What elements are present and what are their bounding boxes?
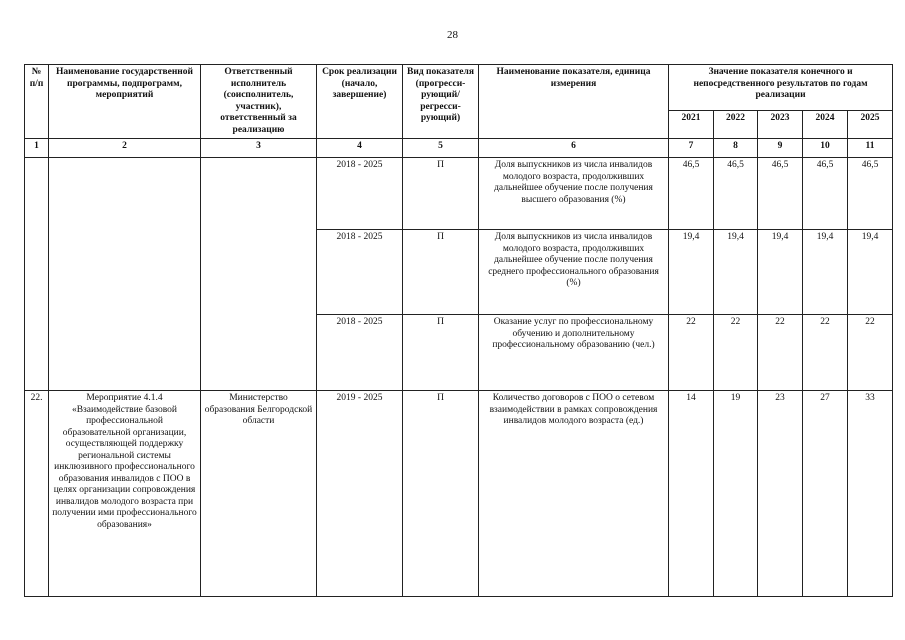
year-2024: 2024 [803, 111, 848, 139]
year-2022: 2022 [714, 111, 758, 139]
col-number: 6 [479, 139, 669, 158]
value-cell: 46,5 [848, 158, 893, 230]
col-number: 1 [25, 139, 49, 158]
type-cell: П [403, 230, 479, 315]
value-cell: 19,4 [669, 230, 714, 315]
period-cell: 2019 - 2025 [317, 391, 403, 597]
type-cell: П [403, 391, 479, 597]
value-cell: 22 [714, 315, 758, 391]
indicator-cell: Доля выпускников из числа инвалидов молодого возраста, продолживших дальнейшее обучение после получения высшего образования (%) [479, 158, 669, 230]
period-cell: 2018 - 2025 [317, 230, 403, 315]
program-indicators-table [24, 64, 893, 597]
value-cell: 46,5 [803, 158, 848, 230]
period-cell: 2018 - 2025 [317, 158, 403, 230]
value-cell: 27 [803, 391, 848, 597]
header-row [25, 65, 893, 111]
executor-cell: Министерство образования Белгородской области [201, 391, 317, 597]
value-cell: 19,4 [714, 230, 758, 315]
table-row [25, 391, 893, 597]
value-cell: 22 [669, 315, 714, 391]
year-2021: 2021 [669, 111, 714, 139]
table-row [25, 158, 893, 230]
value-cell: 33 [848, 391, 893, 597]
indicator-cell: Количество договоров с ПОО о сетевом взаимодействии в рамках сопровождения инвалидов молодого возраста (ед.) [479, 391, 669, 597]
value-cell: 46,5 [758, 158, 803, 230]
value-cell: 14 [669, 391, 714, 597]
value-cell: 19,4 [758, 230, 803, 315]
indicator-cell: Оказание услуг по профессиональному обучению и дополнительному профессиональному образованию (чел.) [479, 315, 669, 391]
header-values: Значение показателя конечного и непосредственного результатов по годам реализации [669, 65, 893, 111]
row-number: 22. [25, 391, 49, 597]
col-number: 8 [714, 139, 758, 158]
page-number: 28 [447, 29, 458, 41]
value-cell: 46,5 [714, 158, 758, 230]
column-numbers-row [25, 139, 893, 158]
header-indicator-type: Вид показателя (прогресси-рующий/ регресси-рующий) [403, 65, 479, 139]
type-cell: П [403, 158, 479, 230]
value-cell: 19,4 [803, 230, 848, 315]
value-cell: 46,5 [669, 158, 714, 230]
value-cell: 23 [758, 391, 803, 597]
col-number: 11 [848, 139, 893, 158]
value-cell: 19,4 [848, 230, 893, 315]
header-program-name: Наименование государственной программы, подпрограмм, мероприятий [49, 65, 201, 139]
value-cell: 22 [848, 315, 893, 391]
value-cell: 19 [714, 391, 758, 597]
row-num-empty [25, 158, 49, 391]
value-cell: 22 [803, 315, 848, 391]
col-number: 5 [403, 139, 479, 158]
col-number: 4 [317, 139, 403, 158]
year-2023: 2023 [758, 111, 803, 139]
measure-name: Мероприятие 4.1.4 «Взаимодействие базовой профессиональной образовательной организации, осуществляющей поддержку региональной системы инклюзивного профессионального образования инвалидов с ПОО в целях организации сопровождения инвалидов молодого возраста при получении ими профессионального образования» [49, 391, 201, 597]
period-cell: 2018 - 2025 [317, 315, 403, 391]
col-number: 7 [669, 139, 714, 158]
year-2025: 2025 [848, 111, 893, 139]
col-number: 3 [201, 139, 317, 158]
header-num: № п/п [25, 65, 49, 139]
row-executor-empty [201, 158, 317, 391]
col-number: 10 [803, 139, 848, 158]
row-name-empty [49, 158, 201, 391]
header-period: Срок реализации (начало, завершение) [317, 65, 403, 139]
indicator-cell: Доля выпускников из числа инвалидов молодого возраста, продолживших дальнейшее обучение после получения среднего профессионального образования (%) [479, 230, 669, 315]
col-number: 9 [758, 139, 803, 158]
type-cell: П [403, 315, 479, 391]
header-executor: Ответственный исполнитель (соисполнитель, участник), ответственный за реализацию [201, 65, 317, 139]
col-number: 2 [49, 139, 201, 158]
header-indicator-name: Наименование показателя, единица измерения [479, 65, 669, 139]
value-cell: 22 [758, 315, 803, 391]
